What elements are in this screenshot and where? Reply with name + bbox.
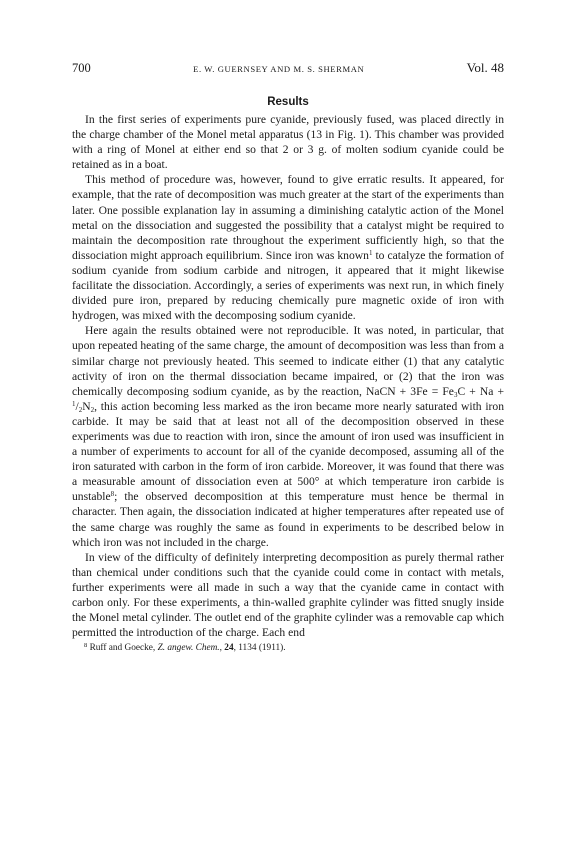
running-head — [72, 60, 504, 80]
footnote-ref-8: 8 — [110, 490, 115, 499]
section-title: Results — [267, 96, 309, 108]
paragraph-3-text-b: C + Na + — [457, 384, 504, 398]
running-authors: E. W. GUERNSEY AND M. S. SHERMAN — [193, 64, 365, 74]
footnote-ref-1: 1 — [368, 248, 373, 257]
paragraph-3-text-d: , this action becoming less marked as the iron became more nearly saturated with iron carbide. It may be said that at least not all of the decomposition observed in these experiments was due to reaction with iron, since the amount of iron used was insufficient in a number of experiments to account for all of the cyanide decomposed, assuming all of the iron saturated with carbon in the form of iron carbide. Moreover, it was found that there was a measurable amount of dissociation even at 500° at which temperature iron carbide is unstable — [72, 399, 504, 504]
paragraph-2 — [72, 172, 504, 323]
subscript-fe3: 3 — [453, 390, 458, 399]
footnote-marker: 8 — [84, 642, 88, 650]
paragraph-3-text-c: N — [82, 399, 91, 413]
footnote: $^8$ Ruff and Goecke, Z. angew. Chem., 24, 1134 (1911). — [84, 642, 286, 654]
fraction-denominator: 2 — [78, 405, 83, 414]
footnote-journal: Z. angew. Chem. — [157, 643, 220, 654]
subscript-n2: 2 — [90, 405, 95, 414]
paragraph-1: In the first series of experiments pure cyanide, previously fused, was placed directly in the charge chamber of the Monel metal apparatus (13 in Fig. 1). This chamber was provided with a ring of Monel at either end so that 2 or 3 g. of molten sodium cyanide could be retained as in a boat. — [72, 113, 504, 172]
paragraph-3: Here again the results obtained were not reproducible. It was noted, in particular, that upon repeated heating of the same charge, the amount of decomposition was less than from a similar charge not previously heated. This seemed to indicate either (1) that any catalytic activity of iron on the thermal dissociation became impaired, or (2) that the iron was chemically decomposing sodium cyanide, as by the reaction, NaCN + $3Fe = Fe_3C + Na + ^1/_2N_2$, this action becoming less marked as the iron became more nearly saturated with iron carbide. It may be said that at least not all of the decomposition observed in these experiments was due to reaction with iron, since the amount of iron used was insufficient in a number of experiments to account for all of the cyanide decomposed, assuming all of the iron saturated with carbon in the form of iron carbide. Moreover, it was found that there was a measurable amount of dissociation even at 500° at which temperature iron carbide is unstable$^8$; the observed decomposition at this temperature must hence be thermal in character. Then again, the dissociation indicated at higher temperatures after repeated use of the same charge was roughly the same as found in experiments to be described below in which iron was not included in the charge. — [72, 324, 504, 549]
paragraph-4: In view of the difficulty of definitely interpreting decomposition as purely thermal rather than chemical under conditions such that the cyanide could come in contact with metals, further experiments were all made in such a way that the cyanide came in contact with carbon only. For these experiments, a thin-walled graphite cylinder was fitted snugly inside the Monel metal cylinder. The outlet end of the graphite cylinder was a removable cap which permitted the introduction of the charge. Each end — [72, 550, 504, 640]
article-body — [72, 112, 504, 640]
paragraph-3-text-a: Here again the results obtained were not reproducible. It was noted, in particular, that upon repeated heating of the same charge, the amount of decomposition was less than from a similar charge not previously heated. This seemed to indicate either (1) that any catalytic activity of iron on the thermal dissociation became impaired, or (2) that the iron was chemically decomposing sodium cyanide, as by the reaction, NaCN + 3Fe = Fe — [72, 324, 504, 398]
fraction-numerator: 1 — [72, 399, 76, 408]
page-number: 700 — [72, 61, 91, 75]
volume-label: Vol. 48 — [466, 60, 504, 75]
page — [72, 60, 504, 654]
footnote-authors: Ruff and Goecke, — [89, 643, 158, 654]
footnote-pages: , 1134 (1911). — [233, 643, 286, 654]
paragraph-3-text-e: ; the observed decomposition at this temperature must hence be thermal in character. Then again, the dissociation indicated at higher temperatures after repeated use of the same charge was roughly the same as found in experiments to be described below in which iron was not included in the charge. — [72, 490, 504, 549]
footnote-volume: 24 — [224, 643, 234, 654]
paragraph-2-text-a: This method of procedure was, however, found to give erratic results. It appeared, for example, that the rate of decomposition was much greater at the start of the experiments than later. One possible explanation lay in assuming a diminishing catalytic action of the Monel metal on the dissociation and suggested the possibility that a catalyst might be required to maintain the decomposition rate throughout the experiment sufficiently high, so that the dissociation might approach equilibrium. Since iron was known — [72, 173, 504, 262]
paragraph-2-text-b: to catalyze the formation of sodium cyanide from sodium carbide and nitrogen, it appeared that it might likewise facilitate the dissociation. Accordingly, a series of experiments was next run, in which finely divided pure iron, prepared by reducing chemically pure magnetic oxide of iron with hydrogen, was mixed with the decomposing sodium cyanide. — [72, 248, 504, 323]
